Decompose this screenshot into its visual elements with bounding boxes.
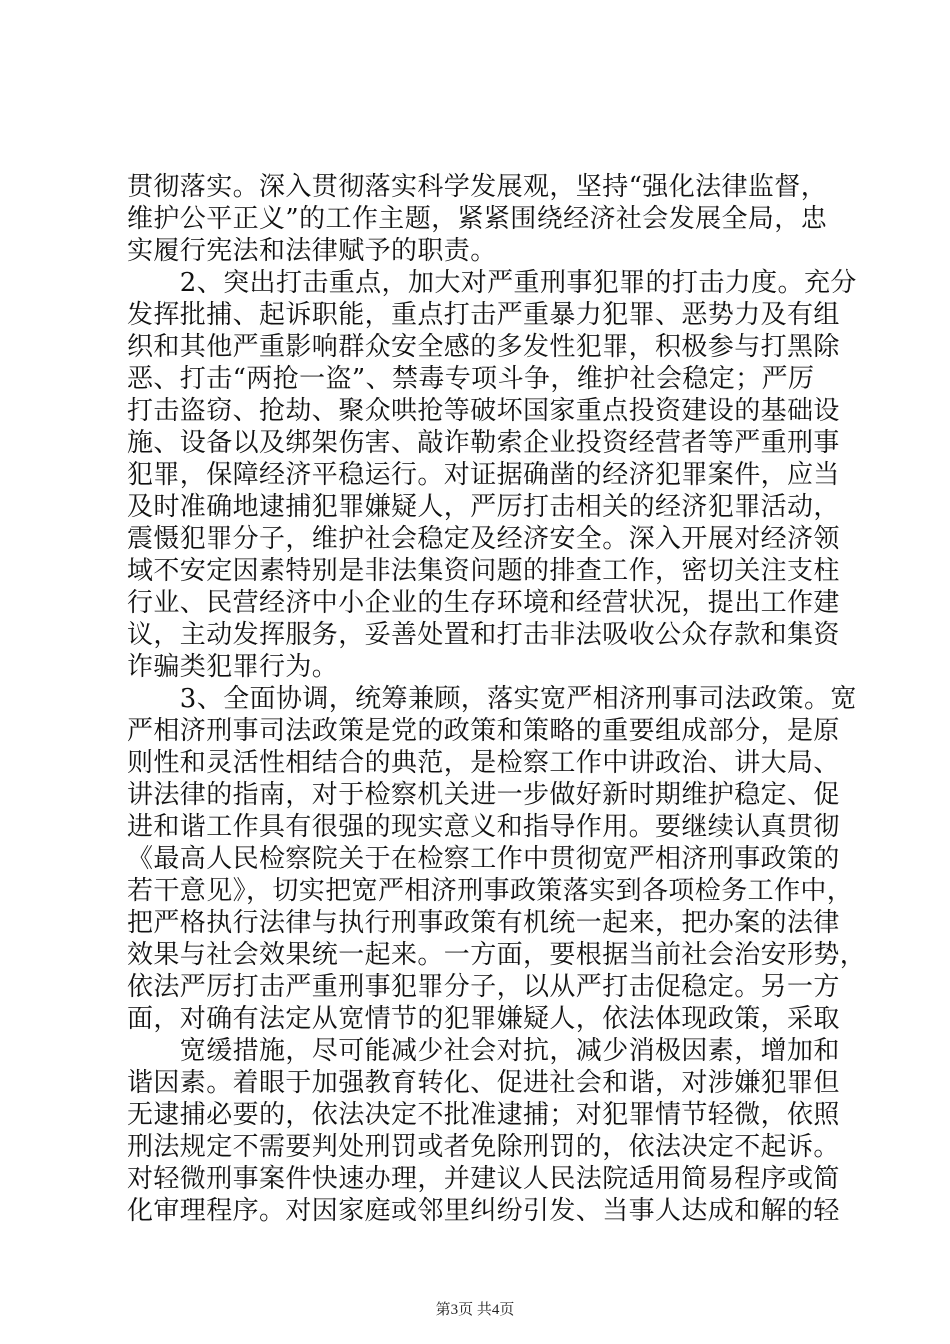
text-line: 实履行宪法和法律赋予的职责。 <box>127 236 497 266</box>
text-line: 诈骗类犯罪行为。 <box>127 652 339 682</box>
text-line: 域不安定因素特别是非法集资问题的排查工作，密切关注支柱 <box>127 556 840 586</box>
text-line: 《最高人民检察院关于在检察工作中贯彻宽严相济刑事政策的 <box>127 844 840 874</box>
text-line: 谐因素。着眼于加强教育转化、促进社会和谐，对涉嫌犯罪但 <box>127 1068 840 1098</box>
text-line: 严相济刑事司法政策是党的政策和策略的重要组成部分，是原 <box>127 716 840 746</box>
text-line: 则性和灵活性相结合的典范，是检察工作中讲政治、讲大局、 <box>127 748 840 778</box>
text-line: 把严格执行法律与执行刑事政策有机统一起来，把办案的法律 <box>127 908 840 938</box>
text-line: 织和其他严重影响群众安全感的多发性犯罪，积极参与打黑除 <box>127 332 840 362</box>
text-line: 维护公平正义”的工作主题，紧紧围绕经济社会发展全局，忠 <box>127 204 828 234</box>
text-line: 依法严厉打击严重刑事犯罪分子，以从严打击促稳定。另一方 <box>127 972 840 1002</box>
text-line: 震慑犯罪分子，维护社会稳定及经济安全。深入开展对经济领 <box>127 524 840 554</box>
text-line: 2、突出打击重点，加大对严重刑事犯罪的打击力度。充分 <box>127 268 857 298</box>
text-line: 化审理程序。对因家庭或邻里纠纷引发、当事人达成和解的轻 <box>127 1196 840 1226</box>
text-line: 犯罪，保障经济平稳运行。对证据确凿的经济犯罪案件，应当 <box>127 460 840 490</box>
text-line: 打击盗窃、抢劫、聚众哄抢等破坏国家重点投资建设的基础设 <box>127 396 840 426</box>
text-line: 发挥批捕、起诉职能，重点打击严重暴力犯罪、恶势力及有组 <box>127 300 840 330</box>
text-line: 面，对确有法定从宽情节的犯罪嫌疑人，依法体现政策，采取 <box>127 1004 840 1034</box>
document-body <box>127 171 867 1227</box>
text-line: 贯彻落实。深入贯彻落实科学发展观，坚持“强化法律监督， <box>127 172 828 202</box>
text-line: 无逮捕必要的，依法决定不批准逮捕；对犯罪情节轻微，依照 <box>127 1100 840 1130</box>
text-line: 进和谐工作具有很强的现实意义和指导作用。要继续认真贯彻 <box>127 812 840 842</box>
text-line: 议，主动发挥服务，妥善处置和打击非法吸收公众存款和集资 <box>127 620 840 650</box>
text-line: 宽缓措施，尽可能减少社会对抗，减少消极因素，增加和 <box>127 1036 840 1066</box>
page-footer: 第3页 共4页 <box>435 1302 515 1318</box>
text-line: 刑法规定不需要判处刑罚或者免除刑罚的，依法决定不起诉。 <box>127 1132 840 1162</box>
text-line: 效果与社会效果统一起来。一方面，要根据当前社会治安形势， <box>127 940 867 970</box>
text-line: 3、全面协调，统筹兼顾，落实宽严相济刑事司法政策。宽 <box>127 684 857 714</box>
text-line: 及时准确地逮捕犯罪嫌疑人，严厉打击相关的经济犯罪活动， <box>127 492 840 522</box>
text-line: 行业、民营经济中小企业的生存环境和经营状况，提出工作建 <box>127 588 840 618</box>
text-line: 对轻微刑事案件快速办理，并建议人民法院适用简易程序或简 <box>127 1164 840 1194</box>
text-line: 恶、打击“两抢一盗”、禁毒专项斗争，维护社会稳定；严厉 <box>127 364 815 394</box>
text-line: 讲法律的指南，对于检察机关进一步做好新时期维护稳定、促 <box>127 780 840 810</box>
text-line: 若干意见》，切实把宽严相济刑事政策落实到各项检务工作中， <box>127 876 854 906</box>
text-line: 施、设备以及绑架伤害、敲诈勒索企业投资经营者等严重刑事 <box>127 428 840 458</box>
